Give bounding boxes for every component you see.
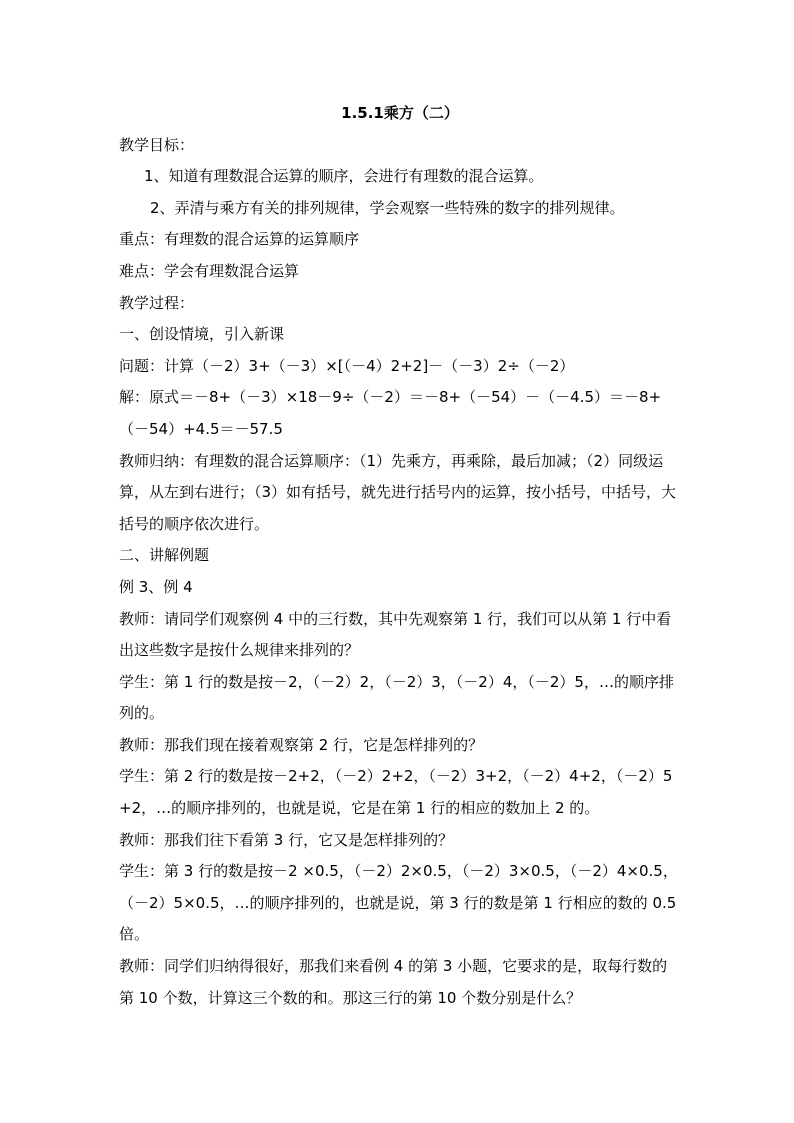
paragraph: 学生：第 2 行的数是按－2+2，（－2）2+2，（－2）3+2，（－2）4+2，（－2）5+2，…的顺序排列的，也就是说，它是在第 1 行的相应的数加上 2 的。 bbox=[119, 767, 673, 818]
paragraph: 教师：那我们现在接着观察第 2 行，它是怎样排列的？ bbox=[119, 735, 484, 754]
paragraph: 例 3、例 4 bbox=[119, 577, 193, 596]
paragraph: 教师归纳：有理数的混合运算顺序：（1）先乘方，再乘除，最后加减；（2）同级运算，从左到右进行；（3）如有括号，就先进行括号内的运算，按小括号，中括号，大括号的顺序依次进行。 bbox=[119, 451, 677, 533]
paragraph: 教师：那我们往下看第 3 行，它又是怎样排列的？ bbox=[119, 830, 454, 849]
paragraph: 教师：请同学们观察例 4 中的三行数，其中先观察第 1 行，我们可以从第 1 行中看出这些数字是按什么规律来排列的？ bbox=[119, 609, 672, 660]
paragraph: 难点：学会有理数混合运算 bbox=[119, 261, 300, 280]
paragraph: 学生：第 3 行的数是按－2 ×0.5，（－2）2×0.5，（－2）3×0.5，（－2）4×0.5，（－2）5×0.5，…的顺序排列的，也就是说，第 3 行的数是第 1 行相应的数的 0.5 倍。 bbox=[119, 862, 678, 944]
paragraph: 重点：有理数的混合运算的运算顺序 bbox=[119, 230, 360, 249]
paragraph: 学生：第 1 行的数是按－2，（－2）2，（－2）3，（－2）4，（－2）5，…的顺序排列的。 bbox=[119, 672, 674, 723]
paragraph: 1、知道有理数混合运算的顺序，会进行有理数的混合运算。 bbox=[144, 167, 544, 186]
paragraph-list bbox=[119, 130, 681, 1015]
paragraph: 二、讲解例题 bbox=[119, 546, 210, 565]
document-body bbox=[119, 98, 681, 1014]
page-title: 1.5.1乘方（二） bbox=[341, 104, 459, 122]
paragraph: 问题：计算（－2）3+（－3）×[（－4）2+2]－（－3）2÷（－2） bbox=[119, 356, 575, 375]
paragraph: 教学过程： bbox=[119, 293, 195, 312]
paragraph: 2、弄清与乘方有关的排列规律，学会观察一些特殊的数字的排列规律。 bbox=[150, 198, 625, 217]
paragraph: 一、创设情境，引入新课 bbox=[119, 325, 285, 344]
paragraph: 教学目标： bbox=[119, 135, 195, 154]
paragraph: 教师：同学们归纳得很好，那我们来看例 4 的第 3 小题，它要求的是，取每行数的第 10 个数，计算这三个数的和。那这三行的第 10 个数分别是什么？ bbox=[119, 957, 668, 1007]
paragraph: 解：原式＝－8+（－3）×18－9÷（－2）＝－8+（－54）－（－4.5）＝－8+（－54）+4.5＝－57.5 bbox=[119, 388, 662, 438]
